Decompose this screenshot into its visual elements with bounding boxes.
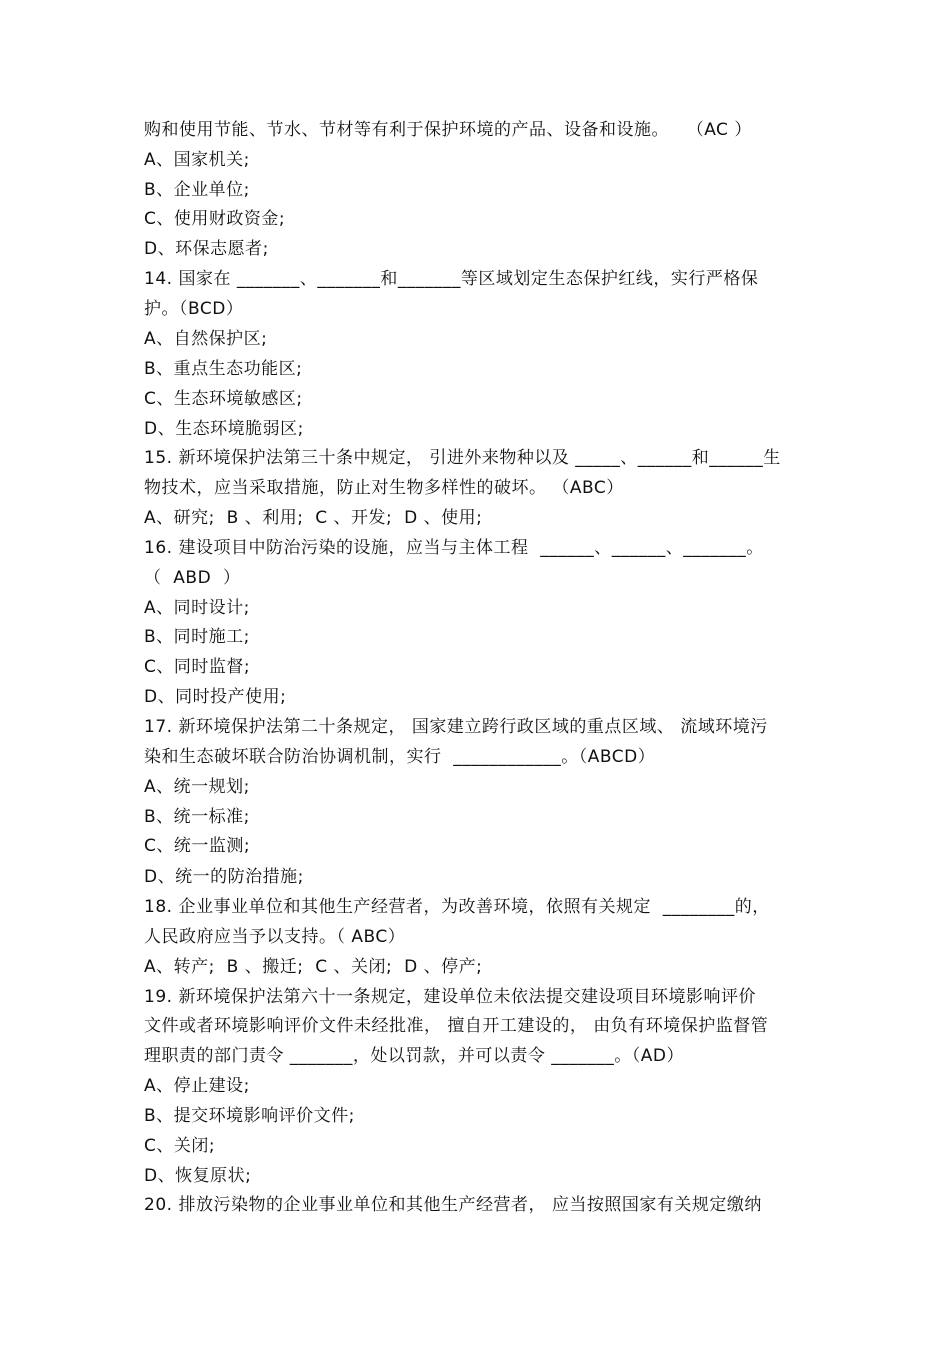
- option-line: C、生态环境敏感区;: [144, 389, 303, 409]
- option-line: A、转产; B 、搬迁; C 、关闭; D 、停产;: [144, 957, 483, 977]
- question-17: 17. 新环境保护法第二十条规定， 国家建立跨行政区域的重点区域、 流域环境污: [144, 717, 768, 737]
- option-line: D、生态环境脆弱区;: [144, 419, 304, 439]
- text-line: 购和使用节能、节水、节材等有利于保护环境的产品、设备和设施。 （AC ）: [144, 120, 752, 140]
- option-line: A、同时设计;: [144, 598, 250, 618]
- question-20: 20. 排放污染物的企业事业单位和其他生产经营者， 应当按照国家有关规定缴纳: [144, 1195, 762, 1215]
- text-line: （ ABD ）: [144, 568, 241, 588]
- text-line: 染和生态破坏联合防治协调机制，实行 ____________。（ABCD）: [144, 747, 656, 767]
- option-line: D、统一的防治措施;: [144, 867, 304, 887]
- option-line: D、同时投产使用;: [144, 687, 287, 707]
- option-line: C、同时监督;: [144, 657, 251, 677]
- text-line: 文件或者环境影响评价文件未经批准， 擅自开工建设的， 由负有环境保护监督管: [144, 1016, 769, 1036]
- option-line: B、同时施工;: [144, 627, 250, 647]
- option-line: A、自然保护区;: [144, 329, 268, 349]
- option-line: B、重点生态功能区;: [144, 359, 303, 379]
- option-line: B、统一标准;: [144, 807, 250, 827]
- option-line: A、研究; B 、利用; C 、开发; D 、使用;: [144, 508, 483, 528]
- text-line: 人民政府应当予以支持。（ ABC）: [144, 927, 406, 947]
- option-line: D、环保志愿者;: [144, 239, 269, 259]
- option-line: B、企业单位;: [144, 180, 250, 200]
- option-line: B、提交环境影响评价文件;: [144, 1106, 355, 1126]
- option-line: C、关闭;: [144, 1136, 216, 1156]
- text-line: 理职责的部门责令 _______，处以罚款，并可以责令 _______。（AD）: [144, 1046, 685, 1066]
- question-14: 14. 国家在 _______、_______和_______等区域划定生态保护红线，实行严格保: [144, 269, 759, 289]
- option-line: D、恢复原状;: [144, 1166, 252, 1186]
- option-line: A、停止建设;: [144, 1076, 250, 1096]
- option-line: A、国家机关;: [144, 150, 250, 170]
- option-line: A、统一规划;: [144, 777, 250, 797]
- question-19: 19. 新环境保护法第六十一条规定，建设单位未依法提交建设项目环境影响评价: [144, 987, 756, 1007]
- question-16: 16. 建设项目中防治污染的设施，应当与主体工程 ______、______、_______。: [144, 538, 764, 558]
- text-line: 护。（BCD）: [144, 299, 244, 319]
- option-line: C、统一监测;: [144, 836, 251, 856]
- question-18: 18. 企业事业单位和其他生产经营者，为改善环境，依照有关规定 ________的，: [144, 897, 770, 917]
- question-15: 15. 新环境保护法第三十条中规定， 引进外来物种以及 _____、______和______生: [144, 448, 781, 468]
- option-line: C、使用财政资金;: [144, 209, 286, 229]
- text-line: 物技术，应当采取措施，防止对生物多样性的破坏。 （ABC）: [144, 478, 624, 498]
